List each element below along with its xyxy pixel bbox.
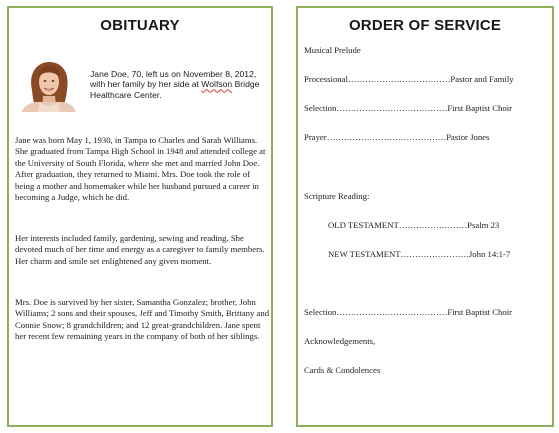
new-testament-label: NEW TESTAMENT — [328, 249, 401, 259]
intro-text-end: Bridge Healthcare Center. — [90, 79, 260, 100]
prayer-label: Prayer — [304, 132, 327, 142]
order-of-service-panel — [296, 6, 554, 427]
old-testament-line — [328, 220, 499, 231]
selection-line-1 — [304, 103, 512, 114]
old-testament-dots: …………………… — [398, 220, 468, 230]
obituary-paragraph-2: Her interests included family, gardening, sewing and reading. She devoted much of her time and energy as a caregiver to family members. Her charm and smile set enlightened any given moment. — [15, 233, 265, 266]
processional-dots: ……………………………… — [347, 74, 451, 84]
prayer-value: Pastor Jones — [446, 132, 490, 142]
portrait-image — [16, 60, 80, 112]
old-testament-value: Psalm 23 — [467, 220, 500, 230]
selection-label-2: Selection — [304, 307, 337, 317]
obituary-paragraph-3: Mrs. Doe is survived by her sister, Samantha Gonzalez; brother, John Williams; 2 sons and their spouses, Jeff and Timothy Smith, Brittany and Connie Snow; 8 grandchildren; and 12 great-grandchildren. Jane spent her recent few remaining years in the company of both of her siblings. — [15, 297, 270, 342]
musical-prelude: Musical Prelude — [304, 45, 361, 55]
selection-dots-1: ………………………………… — [336, 103, 448, 113]
old-testament-label: OLD TESTAMENT — [328, 220, 399, 230]
acknowledgements: Acknowledgements, — [304, 336, 376, 346]
order-of-service-title: ORDER OF SERVICE — [348, 17, 502, 34]
processional-line — [304, 74, 514, 85]
intro-text-start: Jane Doe, 70, left us on November 8, 2012, with her family by her side at — [90, 69, 257, 90]
prayer-line — [304, 132, 489, 143]
new-testament-dots: …………………… — [400, 249, 469, 259]
selection-value-1: First Baptist Choir — [447, 103, 513, 113]
obituary-title: OBITUARY — [100, 17, 180, 34]
selection-dots-2: ………………………………… — [336, 307, 448, 317]
processional-label: Processional — [304, 74, 348, 84]
processional-value: Pastor and Family — [450, 74, 514, 84]
selection-label-1: Selection — [304, 103, 337, 113]
selection-value-2: First Baptist Choir — [447, 307, 513, 317]
scripture-reading: Scripture Reading: — [304, 191, 370, 201]
new-testament-value: John 14:1-7 — [468, 249, 511, 259]
new-testament-line — [328, 249, 510, 260]
cards-and-condolences: Cards & Condolences — [304, 365, 381, 375]
portrait-photo — [16, 60, 80, 112]
spellcheck-word: Wolfson — [201, 79, 233, 90]
obituary-intro — [90, 69, 268, 100]
obituary-paragraph-1: Jane was born May 1, 1930, in Tampa to Charles and Sarah Williams. She graduated from Tampa High School in 1948 and attended college at the University of South Florida, where she met and married John Doe. After graduation, they returned to Miami. Mrs. Doe took the role of being a mother and homemaker while her husband pursued a career in becoming a Judge, which he did. — [15, 135, 266, 203]
obituary-panel — [7, 6, 273, 427]
selection-line-2 — [304, 307, 512, 318]
prayer-dots: …………………………………… — [326, 132, 447, 142]
